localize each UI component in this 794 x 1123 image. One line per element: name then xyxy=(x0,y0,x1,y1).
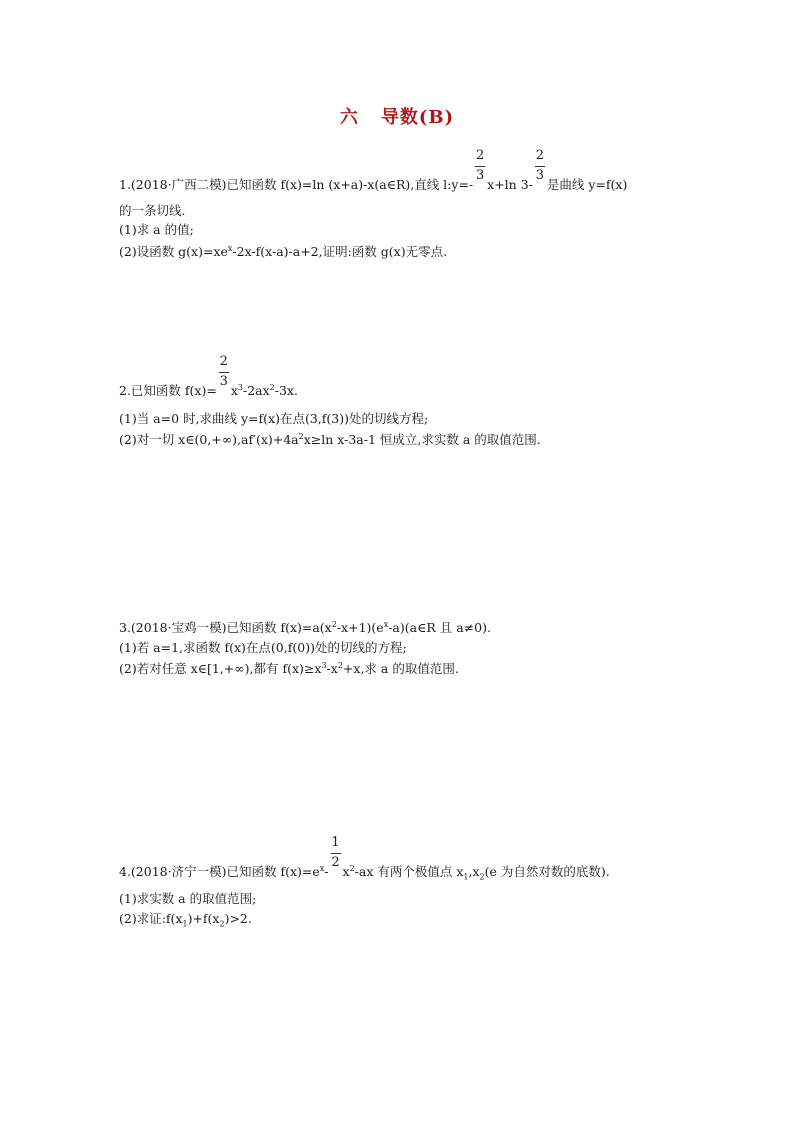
problem-1-statement-cont: 的一条切线. xyxy=(119,203,186,218)
fraction: $\frac{2}{3}$ xyxy=(219,354,228,389)
problem-3-question-2: (2)若对任意 x∈[1,+∞),都有 $f(x)\ge x^3-x^2+x$,求 a 的取值范围. xyxy=(119,660,459,676)
problem-3-statement: 3.(2018·宝鸡一模)已知函数 $f(x)=a(x^2-x+1)(e^x-a)(a\in R$ 且 a≠0). xyxy=(119,619,491,635)
problem-1-question-2: (2)设函数 $g(x)=xe^x-2x-f(x-a)-a+2$,证明:函数 g(x)无零点. xyxy=(119,243,448,259)
problem-4-statement: 4.(2018·济宁一模)已知函数 $f(x)=e^x-$ $\frac{1}{2}$ $x^2-ax$ 有两个极值点 $x_1,x_2(e$ 为自然对数的底数). xyxy=(119,835,610,882)
problem-4-question-2: (2)求证$:f(x_1)+f(x_2)>2$. xyxy=(119,911,252,929)
problem-3-question-1: (1)若 a=1,求函数 f(x)在点(0,f(0))处的切线的方程; xyxy=(119,640,407,655)
problem-2-question-1: (1)当 a=0 时,求曲线 y=f(x)在点(3,f(3))处的切线方程; xyxy=(119,411,429,426)
problem-4-question-1: (1)求实数 a 的取值范围; xyxy=(119,891,257,906)
title-text: 导数(B) xyxy=(380,107,455,128)
problem-2-statement: 2.已知函数 f(x)= $\frac{2}{3}$ $x^3-2ax^2-3x$. xyxy=(119,354,298,398)
problem-1-question-1: (1)求 a 的值; xyxy=(119,222,194,237)
problem-1-statement: 1.(2018·广西二模)已知函数 f(x)=ln (x+a)-x(a∈R),直线 l:y=- $\frac{2}{3}$ x+ln 3- $\frac{2}{3}$ 是曲线 y=f(x) xyxy=(119,148,628,192)
page-title xyxy=(0,103,794,129)
fraction: $\frac{1}{2}$ xyxy=(331,835,340,870)
fraction: $\frac{2}{3}$ xyxy=(535,148,545,183)
title-number: 六 xyxy=(339,107,359,128)
fraction: $\frac{2}{3}$ xyxy=(476,148,485,183)
problem-2-question-2: (2)对一切 $x\in(0,+\infty),af'(x)+4a^2x\ge\ln$ x-3a-1 恒成立,求实数 a 的取值范围. xyxy=(119,431,541,447)
